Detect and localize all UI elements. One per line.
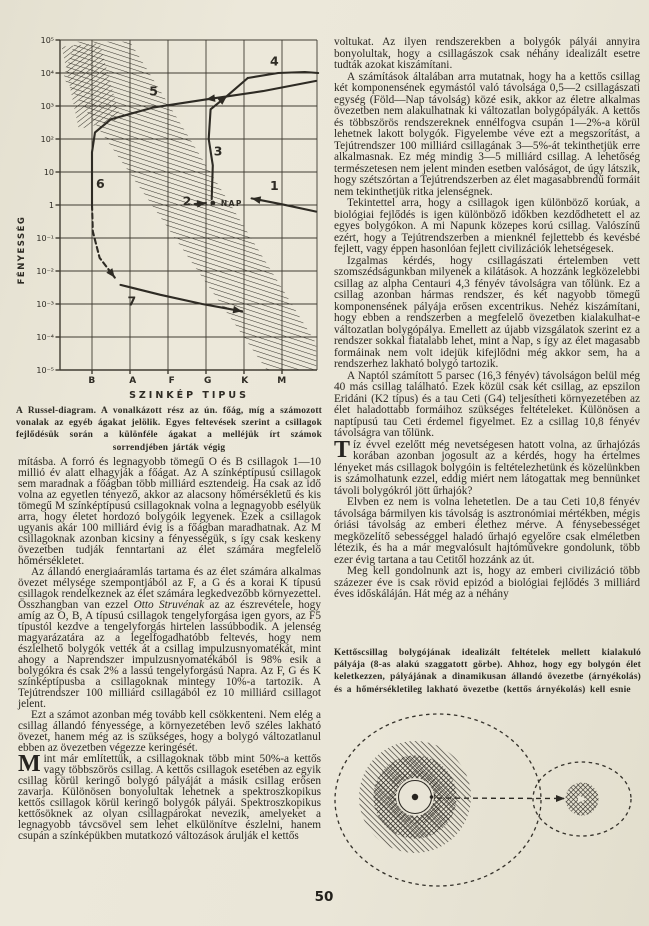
sun-label: NAP (220, 199, 243, 209)
x-tick: K (241, 376, 249, 386)
branch-label-5: 5 (149, 83, 158, 99)
author-name-italic: Otto Struvénak (133, 599, 205, 611)
paragraph-text: az az észrevétele, hogy amíg az O, B, A típusú csillagok tengelyforgása igen gyors, az F5 típustól kezdve a tengelyforgás hirtelen lassúbbodik. A jelenség magyarázatára az a legelfogadhatóbb feltevés, hogy nem észlelhető bolygók vették át a csillag impulzusnyomatékát, mint ahogy a Naprendszer impulzusnyomatékából is 98% esik a bolygókra és csak 2% a lassú tengelyforgású Napra. Az F, G és K színképtípusba a csillagoknak mintegy 10%-a tartozik. A Tejútrendszer 100 milliárd csillagából ez 10 milliárd csillagot jelent. (18, 599, 321, 710)
x-axis-title: SZINKÉP TIPUS (129, 390, 249, 401)
paragraph (334, 436, 640, 498)
y-axis-title: FÉNYESSÉG (17, 215, 27, 285)
y-tick: 10⁻² (36, 267, 54, 276)
y-tick: 10⁻⁴ (36, 333, 54, 342)
arrow-right-icon (556, 795, 565, 802)
paragraph: A számítások általában arra mutatnak, hogy ha a kettős csillag két komponensének egymástól való távolsága 0,5—2 csillagászati egység (Föld—Nap távolság) közé esik, akkor az életre alkalmas övezetben nem alakulhatnak ki változatlan bolygópályák. A kettős és többszörös rendszereknek ennélfogva csupán 1—2%-a körül lehetnek lakott bolygók. Figyelembe véve ezt a megszorítást, a Tejútrendszer 100 milliárd csillagának 3—5%-át tekinthetjük erre alkalmasnak. Ez még mindig 3—5 milliárd csillag. A lehetőség természetesen nem jelent minden esetben valóságot, de úgy látszik, hogy szétszórtan a Tejútrendszerben az élet magasabbrendű formáit nem tekinthetjük ritka jelenségnek. (334, 70, 640, 198)
hr-diagram (16, 26, 322, 404)
y-tick: 10 (43, 168, 54, 177)
paragraph-text: Az állandó energiaáramlás tartama és az élet számára alkalmas övezet mélysége szempontjából az F, a G és a korai K típusú csillagok rendelkeznek az élet számára legkedvezőbb környezettel. Összhangban van ezzel (18, 566, 321, 611)
dropcap-T: T (334, 436, 351, 463)
y-tick: 1 (48, 201, 54, 210)
y-tick: 10⁻³ (36, 300, 54, 309)
x-tick: A (129, 376, 137, 386)
branch-curve-6 (92, 205, 115, 278)
paragraph-text: íz évvel ezelőtt még nevetségesen hatott volna, az űrhajózás korában azonban jogosult az a kérdés, hogy ha értelmes lényeket más csillagok bolygóin is feltételezhetünk és közelünkben is számolhatunk ezzel, eddig miért nem látogattak meg bennünket távoli bolygókról jött űrhajók? (334, 438, 640, 497)
branch-label-3: 3 (213, 143, 223, 159)
sun-dot (210, 201, 215, 206)
left-text-column (18, 457, 321, 842)
paragraph: mításba. A forró és legnagyobb tömegű O és B csillagok 1—10 millió év alatt elhagyják a főágat. Az A színképtípusú csillagok sem maradnak a főágban több milliárd esztendeig. Ha csak az idő volna az egyetlen tényező, akkor az alacsony hőmérsékletű és kis tömegű M színképtípusú csillagoknak volna a legnagyobb esélyük arra, hogy életet hordozó bolygóik legyenek. Ezek a csillagok ugyanis akár 100 milliárd évig is a főágban maradhatnak. Az M csillagoknak azonban kicsiny a fényességük, s így csak keskeny övezetben tudják fenntartani az élet számára megfelelő hőmérsékletet. (18, 456, 321, 567)
binary-figure-caption: Kettőscsillag bolygójának idealizált feltételek mellett kialakuló pályája (8-as alakú szaggatott görbe). Ahhoz, hogy egy bolygón élet keletkezzen, pályájának a dinamikusan állandó övezetbe (árnyékolás) és a hőmérsékletileg lakható övezetbe (kettős árnyékolás) kell esnie (334, 648, 641, 695)
paragraph: voltukat. Az ilyen rendszerekben a bolygók pályái annyira bonyolultak, hogy a csillagászok csak néhány idealizált esetre tudták azokat kiszámítani. (334, 36, 640, 71)
binary-star-figure (333, 698, 645, 920)
y-tick: 10⁻¹ (36, 234, 54, 243)
y-tick: 10³ (40, 102, 54, 111)
x-tick: F (168, 376, 176, 386)
right-text-column (334, 37, 640, 601)
branch-label-6: 6 (96, 175, 105, 191)
branch-arrowhead-1 (252, 196, 262, 203)
branch-label-2: 2 (182, 193, 192, 209)
paragraph: Ezt a számot azonban még tovább kell csökkenteni. Nem elég a csillag állandó fényessége, a környezetében levő széles lakható övezet, hanem még az is szükséges, hogy a bolygó változatlanul ebben az övezetben végezze keringését. (18, 709, 321, 754)
y-tick: 10⁻⁵ (36, 366, 54, 375)
branch-label-1: 1 (270, 178, 279, 194)
y-tick: 10² (40, 135, 54, 144)
x-tick: G (204, 376, 212, 386)
chart-caption: A Russel-diagram. A vonalkázott rész az ún. főág, míg a számozott vonalak az egyéb ágakat jelölik. Egyes feltevések szerint a csillagok fejlődésük során a különféle ágakat a melléjük írt számok sorrendjében járták végig (16, 406, 322, 453)
branch-arrowhead-5 (206, 94, 215, 102)
y-tick: 10⁵ (40, 36, 54, 45)
branch-label-7: 7 (127, 293, 137, 309)
paragraph (18, 567, 321, 710)
dropcap-M: M (18, 751, 41, 777)
primary-star-zones (359, 741, 471, 853)
branch-label-4: 4 (270, 53, 279, 69)
x-tick: B (88, 376, 96, 386)
paragraph: A Naptól számított 5 parsec (16,3 fényév) távolságon belül még 40 más csillag található. Ezek közül csak két csillag, az epszilon Eridáni (K2 típus) és a tau Ceti (G4) teljesítheti környezetében az élet haladottabb formáihoz szükséges feltételeket. Különösen a naptípusú tau Ceti érdemel figyelmet. Ez a csillag 10,8 fényév távolságra van tőlünk. (334, 369, 640, 439)
paragraph-text: int már említettük, a csillagoknak több mint 50%-a kettős vagy többszörös csillag. A kettős csillagok esetében az egyik csillag körül keringő bolygó pályáját a másik csillag erősen zavarja. Különösen bonyolultak lehetnek a spektroszkopikus kettős csillagok körül keringő bolygók pályái. Spektroszkopikus kettősöknek az olyan csillagpárokat nevezik, amelyeket a legnagyobb távcsövel sem lehet elkülönítve észlelni, hanem csupán a színképükben mutatkozó változások árulják el kettős (18, 753, 321, 842)
x-tick: M (277, 376, 287, 386)
paragraph: Elvben ez nem is volna lehetetlen. De a tau Ceti 10,8 fényév távolsága bármilyen kis távolság is asztronómiai mértékben, mégis óriási távolság az emberi élethez mérve. A fénysebességet megközelítő sebességgel haladó űrhajó egyelőre csak elméletben létezik, és ha a már megvalósult hajtóművekre gondolunk, több ezer évig tartana a tau Cetitől hozzánk az út. (334, 496, 640, 566)
primary-star-dot (412, 794, 418, 800)
paragraph (18, 751, 321, 842)
y-tick: 10⁴ (40, 69, 54, 78)
x-axis-tick-labels (88, 376, 286, 386)
paragraph: Izgalmas kérdés, hogy csillagászati értelemben vett szomszédságunkban milyenek a kilátások. A hozzánk legközelebbi csillag az alpha Centauri 4,3 fényév távolságra van tőlünk. Ez a csillag azonban hármas rendszer, és két nagyobb tömegű komponensének pályája erősen excentrikus. Nehéz kiszámítani, hogy ebben a rendszerben a megfelelő övezetben kialakulhat-e változatlan bolygópálya. Emellett az újabb vizsgálatok szerint ez a rendszer sokkal fiatalabb lehet, mint a Nap, s így az élet magasabb formáinak nem volt idejük kifejlődni még akkor sem, ha a rendszerhez lakható bolygó tartozik. (334, 254, 640, 370)
companion-star-dot (430, 795, 434, 799)
secondary-star (566, 783, 599, 816)
y-axis-tick-labels (36, 36, 54, 375)
page-number: 50 (314, 889, 334, 905)
paragraph: Meg kell gondolnunk azt is, hogy az emberi civilizáció több százezer éve is csak rövid epizód a biológiai fejlődés 3 milliárd éves időskáláján. Hát még az a néhány (334, 565, 640, 600)
paragraph: Tekintettel arra, hogy a csillagok igen különböző korúak, a biológiai fejlődés is igen különböző időkben kezdődhetett el az egyes bolygókon. A mi Napunk közepes korú csillag. Valószínű ezért, hogy a Tejútrendszerben a mienknél fejlettebb és kevésbé fejlett, vagy éppen hasonlóan fejlett civilizációk lehetségesek. (334, 197, 640, 255)
